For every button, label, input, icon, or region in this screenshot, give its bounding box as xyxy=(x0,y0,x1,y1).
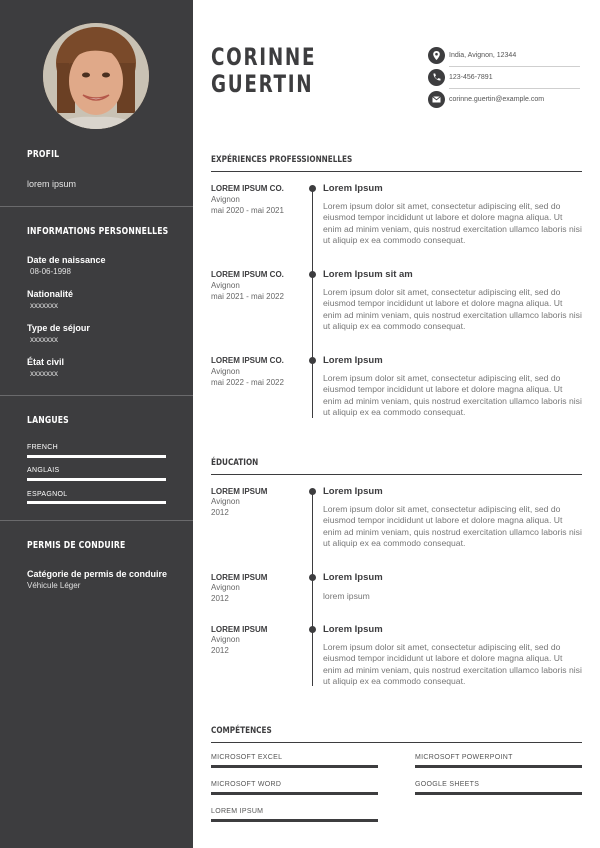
timeline-dot xyxy=(309,574,316,581)
education-timeline xyxy=(312,490,313,686)
experience-description: Lorem ipsum dolor sit amet, consectetur adipiscing elit, sed do eiusmod tempor incididunt ut labore et dolore magna aliqua. Ut enim ad minim veniam, quis nostrud exercitation ullamco laboris nisi ut aliquip ex ea commodo consequat. xyxy=(323,201,582,245)
last-name: GUERTIN xyxy=(211,70,314,98)
experience-org: LOREM IPSUM CO. xyxy=(211,270,284,279)
birth-date-value: 08-06-1998 xyxy=(30,267,71,276)
experience-timeline xyxy=(312,188,313,418)
skill-name: MICROSOFT WORD xyxy=(211,781,282,788)
profile-text: lorem ipsum xyxy=(27,179,77,189)
section-rule xyxy=(211,742,582,743)
skill-name: MICROSOFT POWERPOINT xyxy=(415,754,513,761)
language-level-bar xyxy=(27,455,166,458)
education-title: Lorem Ipsum xyxy=(323,572,383,583)
experience-place: Avignon xyxy=(211,367,240,376)
experience-place: Avignon xyxy=(211,195,240,204)
education-dates: 2012 xyxy=(211,646,229,655)
language-name: FRENCH xyxy=(27,444,58,451)
education-description: lorem ipsum xyxy=(323,591,370,601)
education-description: Lorem ipsum dolor sit amet, consectetur adipiscing elit, sed do eiusmod tempor incididunt ut labore et dolore magna aliqua. Ut enim ad minim veniam, quis nostrud exercitation ullamco laboris nisi ut aliquip ex ea commodo consequat. xyxy=(323,504,582,548)
license-category-value: Véhicule Léger xyxy=(27,581,81,590)
nationality-label: Nationalité xyxy=(27,289,74,299)
experience-place: Avignon xyxy=(211,281,240,290)
education-dates: 2012 xyxy=(211,594,229,603)
language-name: ANGLAIS xyxy=(27,467,60,474)
experience-heading: EXPÉRIENCES PROFESSIONNELLES xyxy=(211,155,353,165)
education-place: Avignon xyxy=(211,497,240,506)
first-name: CORINNE xyxy=(211,43,317,71)
marital-status-value: xxxxxxx xyxy=(30,369,58,378)
experience-title: Lorem Ipsum xyxy=(323,355,383,366)
skill-name: MICROSOFT EXCEL xyxy=(211,754,283,761)
skills-heading: COMPÉTENCES xyxy=(211,726,272,736)
residence-type-value: xxxxxxx xyxy=(30,335,58,344)
skill-level-bar xyxy=(415,792,582,795)
sidebar xyxy=(0,0,193,848)
birth-date-label: Date de naissance xyxy=(27,255,106,265)
experience-dates: mai 2020 - mai 2021 xyxy=(211,206,284,215)
contact-phone: 123-456-7891 xyxy=(449,74,493,81)
portrait-photo xyxy=(43,23,149,129)
contact-email: corinne.guertin@example.com xyxy=(449,96,545,103)
education-place: Avignon xyxy=(211,635,240,644)
education-heading: ÉDUCATION xyxy=(211,458,259,468)
experience-title: Lorem Ipsum xyxy=(323,183,383,194)
timeline-dot xyxy=(309,271,316,278)
skill-level-bar xyxy=(211,765,378,768)
contact-address: India, Avignon, 12344 xyxy=(449,52,517,59)
contact-divider xyxy=(449,66,580,67)
envelope-icon xyxy=(428,91,445,108)
skill-name: LOREM IPSUM xyxy=(211,808,264,815)
residence-type-label: Type de séjour xyxy=(27,323,90,333)
experience-org: LOREM IPSUM CO. xyxy=(211,184,284,193)
language-level-bar xyxy=(27,501,166,504)
sidebar-divider xyxy=(0,520,193,521)
section-rule xyxy=(211,171,582,172)
education-title: Lorem Ipsum xyxy=(323,624,383,635)
languages-heading: LANGUES xyxy=(27,415,69,426)
experience-description: Lorem ipsum dolor sit amet, consectetur adipiscing elit, sed do eiusmod tempor incididunt ut labore et dolore magna aliqua. Ut enim ad minim veniam, quis nostrud exercitation ullamco laboris nisi ut aliquip ex ea commodo consequat. xyxy=(323,287,582,331)
timeline-dot xyxy=(309,626,316,633)
skill-level-bar xyxy=(211,792,378,795)
sidebar-divider xyxy=(0,206,193,207)
education-place: Avignon xyxy=(211,583,240,592)
location-pin-icon xyxy=(428,47,445,64)
marital-status-label: État civil xyxy=(27,357,65,367)
experience-org: LOREM IPSUM CO. xyxy=(211,356,284,365)
timeline-dot xyxy=(309,185,316,192)
license-heading: PERMIS DE CONDUIRE xyxy=(27,540,126,551)
experience-description: Lorem ipsum dolor sit amet, consectetur adipiscing elit, sed do eiusmod tempor incididunt ut labore et dolore magna aliqua. Ut enim ad minim veniam, quis nostrud exercitation ullamco laboris nisi ut aliquip ex ea commodo consequat. xyxy=(323,373,582,417)
skill-level-bar xyxy=(415,765,582,768)
experience-dates: mai 2022 - mai 2022 xyxy=(211,378,284,387)
sidebar-divider xyxy=(0,395,193,396)
profile-heading: PROFIL xyxy=(27,149,60,160)
education-description: Lorem ipsum dolor sit amet, consectetur adipiscing elit, sed do eiusmod tempor incididunt ut labore et dolore magna aliqua. Ut enim ad minim veniam, quis nostrud exercitation ullamco laboris nisi ut aliquip ex ea commodo consequat. xyxy=(323,642,582,686)
license-category-label: Catégorie de permis de conduire xyxy=(27,569,168,579)
education-org: LOREM IPSUM xyxy=(211,487,268,496)
experience-title: Lorem Ipsum sit am xyxy=(323,269,413,280)
experience-dates: mai 2021 - mai 2022 xyxy=(211,292,284,301)
education-org: LOREM IPSUM xyxy=(211,625,268,634)
phone-icon xyxy=(428,69,445,86)
timeline-dot xyxy=(309,488,316,495)
personal-info-heading: INFORMATIONS PERSONNELLES xyxy=(27,226,169,237)
skill-level-bar xyxy=(211,819,378,822)
nationality-value: xxxxxxx xyxy=(30,301,58,310)
education-org: LOREM IPSUM xyxy=(211,573,268,582)
education-dates: 2012 xyxy=(211,508,229,517)
timeline-dot xyxy=(309,357,316,364)
language-level-bar xyxy=(27,478,166,481)
avatar xyxy=(43,23,149,129)
contact-divider xyxy=(449,88,580,89)
education-title: Lorem Ipsum xyxy=(323,486,383,497)
language-name: ESPAGNOL xyxy=(27,491,68,498)
section-rule xyxy=(211,474,582,475)
skill-name: GOOGLE SHEETS xyxy=(415,781,480,788)
